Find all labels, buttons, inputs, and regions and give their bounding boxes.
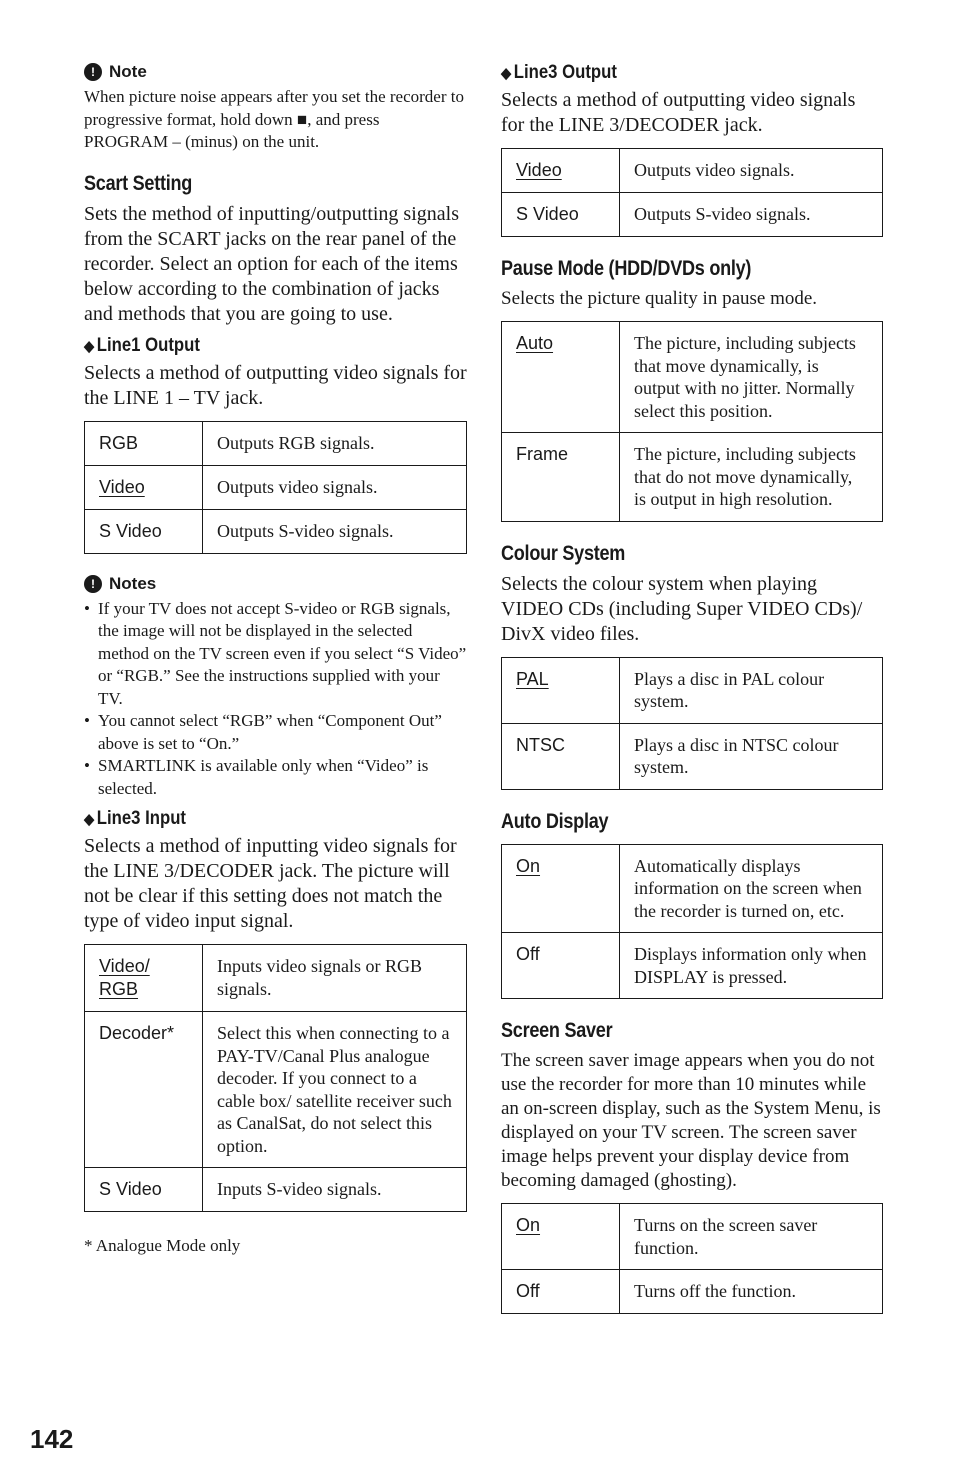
option-label: PAL xyxy=(516,668,549,689)
option-label: Video xyxy=(516,160,562,180)
table-row xyxy=(85,1012,467,1168)
colour-system-text: Selects the colour system when playing VIDEO CDs (including Super VIDEO CDs)/ DivX video files. xyxy=(501,572,863,645)
option-desc: Plays a disc in NTSC colour system. xyxy=(620,723,883,789)
option-desc: Turns on the screen saver function. xyxy=(620,1204,883,1270)
list-item: • If your TV does not accept S-video or RGB signals, the image will not be displayed in the selected method on the TV screen even if you select “S Video” or “RGB.” See the instructions supplied with your TV. xyxy=(84,598,467,711)
option-on xyxy=(502,844,620,933)
table-row xyxy=(502,322,883,433)
option-label: Auto xyxy=(516,333,554,353)
option-desc: Select this when connecting to a PAY-TV/Canal Plus analogue decoder. If you connect to a cable box/ satellite receiver such as CanalSat, do not select this option. xyxy=(203,1012,467,1168)
line1-output-table xyxy=(84,421,467,554)
table-row xyxy=(502,723,883,789)
line1-output-title xyxy=(84,335,421,357)
option-on xyxy=(502,1204,620,1270)
left-column xyxy=(84,62,467,1256)
screen-saver-table xyxy=(501,1203,883,1314)
table-row xyxy=(502,149,883,193)
table-row xyxy=(85,1168,467,1212)
scart-setting-text: Sets the method of inputting/outputting signals from the SCART jacks on the rear panel of the recorder. Select an option for each of the items below according to the combination of jacks and methods that you are going to use. xyxy=(84,202,459,325)
option-desc: Automatically displays information on the screen when the recorder is turned on, etc. xyxy=(620,844,883,933)
option-desc: Outputs S-video signals. xyxy=(203,509,467,553)
option-s-video: S Video xyxy=(502,193,620,237)
diamond-icon: ◆ xyxy=(501,65,512,82)
option-desc: Outputs video signals. xyxy=(620,149,883,193)
notes-list xyxy=(84,598,467,801)
page-number: 142 xyxy=(30,1424,74,1454)
list-item: • SMARTLINK is available only when “Video” is selected. xyxy=(84,755,467,800)
table-row xyxy=(502,193,883,237)
note-heading-label: Note xyxy=(109,62,147,81)
note-text: When picture noise appears after you set the recorder to progressive format, hold down ■, and press PROGRAM – (minus) on the unit. xyxy=(84,87,464,151)
table-row xyxy=(85,509,467,553)
line3-input-label: Line3 Input xyxy=(96,808,186,829)
option-desc: The picture, including subjects that move dynamically, is output with no jitter. Normally select this position. xyxy=(620,322,883,433)
screen-saver-text: The screen saver image appears when you do not use the recorder for more than 10 minutes while an on-screen display, such as the System Menu, is displayed on your TV screen. The screen saver image helps prevent your display device from becoming damaged (ghosting). xyxy=(501,1050,881,1191)
auto-display-title: Auto Display xyxy=(501,809,609,833)
table-row xyxy=(502,1204,883,1270)
option-desc: Outputs S-video signals. xyxy=(620,193,883,237)
line1-output-text: Selects a method of outputting video signals for the LINE 1 – TV jack. xyxy=(84,361,467,409)
option-desc: Plays a disc in PAL colour system. xyxy=(620,657,883,723)
option-label: Video/ RGB xyxy=(99,956,150,999)
option-s-video: S Video xyxy=(85,509,203,553)
option-desc: Inputs video signals or RGB signals. xyxy=(203,945,467,1012)
line3-output-title xyxy=(501,62,837,84)
line3-output-table xyxy=(501,148,883,237)
right-column xyxy=(501,62,883,1314)
pause-mode-table xyxy=(501,321,883,522)
option-desc: Turns off the function. xyxy=(620,1270,883,1314)
line3-output-label: Line3 Output xyxy=(513,62,617,83)
option-video xyxy=(502,149,620,193)
line1-output-label: Line1 Output xyxy=(96,334,200,356)
option-desc: The picture, including subjects that do not move dynamically, is output in high resolution. xyxy=(620,433,883,522)
colour-system-table xyxy=(501,657,883,790)
note-icon: ! xyxy=(84,575,102,593)
option-pal xyxy=(502,657,620,723)
note-icon: ! xyxy=(84,63,102,81)
footnote: * Analogue Mode only xyxy=(84,1236,241,1255)
notes-heading xyxy=(84,574,467,594)
option-rgb: RGB xyxy=(85,421,203,465)
option-label: Video xyxy=(99,476,145,497)
diamond-icon: ◆ xyxy=(84,811,95,828)
option-off: Off xyxy=(502,1270,620,1314)
pause-mode-title: Pause Mode (HDD/DVDs only) xyxy=(501,257,752,280)
table-row xyxy=(85,945,467,1012)
table-row xyxy=(85,421,467,465)
option-video-rgb xyxy=(85,945,203,1012)
line3-input-table xyxy=(84,944,467,1212)
table-row xyxy=(502,933,883,999)
note-heading xyxy=(84,62,467,82)
line3-input-title xyxy=(84,808,421,830)
option-video xyxy=(85,465,203,509)
auto-display-table xyxy=(501,844,883,1000)
line3-input-text: Selects a method of inputting video signals for the LINE 3/DECODER jack. The picture will not be clear if this setting does not match the type of video input signal. xyxy=(84,835,457,932)
line3-output-text: Selects a method of outputting video signals for the LINE 3/DECODER jack. xyxy=(501,89,856,136)
table-row xyxy=(85,465,467,509)
colour-system-title: Colour System xyxy=(501,541,626,565)
option-desc: Inputs S-video signals. xyxy=(203,1168,467,1212)
pause-mode-text: Selects the picture quality in pause mode. xyxy=(501,288,818,309)
option-auto xyxy=(502,322,620,433)
table-row xyxy=(502,657,883,723)
diamond-icon: ◆ xyxy=(84,337,95,355)
screen-saver-title: Screen Saver xyxy=(501,1019,613,1042)
option-s-video: S Video xyxy=(85,1168,203,1212)
scart-setting-title: Scart Setting xyxy=(84,171,193,195)
option-off: Off xyxy=(502,933,620,999)
option-desc: Outputs RGB signals. xyxy=(203,421,467,465)
table-row xyxy=(502,1270,883,1314)
option-desc: Displays information only when DISPLAY is pressed. xyxy=(620,933,883,999)
list-item: • You cannot select “RGB” when “Component Out” above is set to “On.” xyxy=(84,710,467,755)
option-label: On xyxy=(516,1215,541,1235)
notes-heading-label: Notes xyxy=(109,573,157,593)
option-frame: Frame xyxy=(502,433,620,522)
option-ntsc: NTSC xyxy=(502,723,620,789)
option-decoder: Decoder* xyxy=(85,1012,203,1168)
option-label: On xyxy=(516,855,541,876)
table-row xyxy=(502,433,883,522)
table-row xyxy=(502,844,883,933)
option-desc: Outputs video signals. xyxy=(203,465,467,509)
